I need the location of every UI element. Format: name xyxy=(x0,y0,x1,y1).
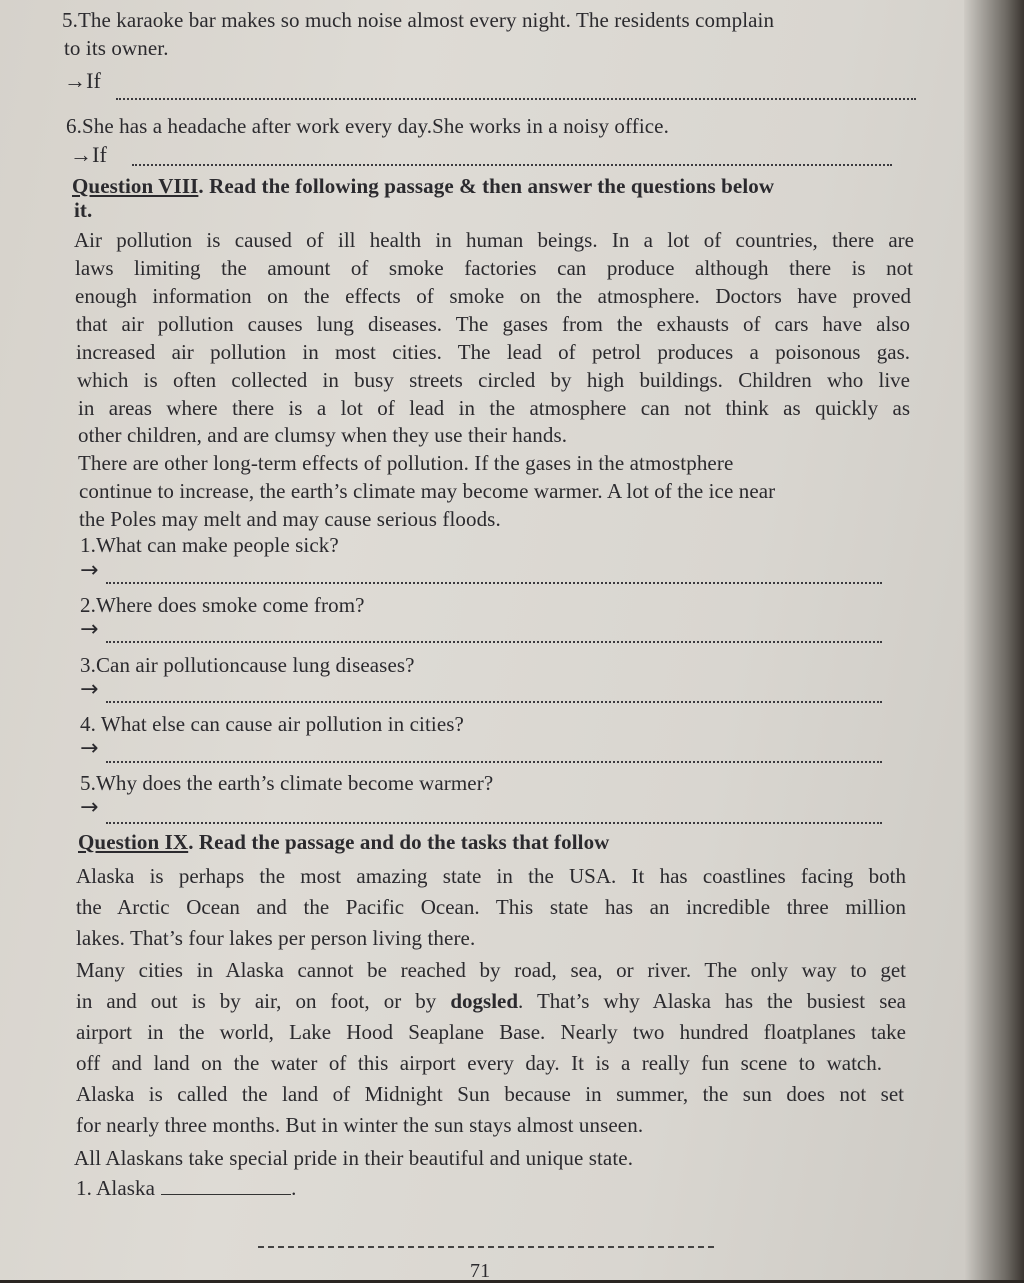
q9-task-1 xyxy=(76,1176,296,1201)
q8-question-1: 1.What can make people sick? xyxy=(80,533,339,557)
q9-heading xyxy=(78,830,609,855)
q8-answer-line-1[interactable] xyxy=(106,582,882,584)
q5-answer-line[interactable] xyxy=(116,98,916,100)
answer-arrow-icon: → xyxy=(80,558,99,583)
q8-passage-line: which is often collected in busy streets circled by high buildings. Children who live xyxy=(77,368,910,392)
q5-line2: to its owner. xyxy=(64,36,169,60)
q8-heading-rest: . Read the following passage & then answer the questions below xyxy=(198,174,775,198)
q5-if-prompt: →If xyxy=(64,68,101,93)
q8-passage-line: There are other long-term effects of pollution. If the gases in the atmostphere xyxy=(78,451,734,475)
q8-question-4: 4. What else can cause air pollution in cities? xyxy=(80,712,464,736)
q9-label: Question IX xyxy=(78,830,189,854)
q9-heading-rest: . Read the passage and do the tasks that follow xyxy=(188,830,610,854)
q8-passage-line: that air pollution causes lung diseases. The gases from the exhausts of cars have also xyxy=(76,312,910,336)
q8-passage-line: laws limiting the amount of smoke factories can produce although there is not xyxy=(75,256,913,280)
q8-passage-line: Air pollution is caused of ill health in human beings. In a lot of countries, there are xyxy=(74,228,914,252)
q8-passage-line: continue to increase, the earth’s climate may become warmer. A lot of the ice near xyxy=(79,479,776,503)
q8-passage-line: enough information on the effects of smoke on the atmosphere. Doctors have proved xyxy=(75,284,911,308)
q9-passage-line: Alaska is called the land of Midnight Sun because in summer, the sun does not set xyxy=(76,1082,904,1106)
q9-passage-line: lakes. That’s four lakes per person living there. xyxy=(76,926,476,950)
q9-passage-line: Many cities in Alaska cannot be reached by road, sea, or river. The only way to get xyxy=(76,958,906,982)
page-edge-shadow xyxy=(964,0,1024,1280)
footer-divider xyxy=(258,1246,714,1248)
answer-arrow-icon: → xyxy=(80,617,99,642)
q9-task-1-label: 1. Alaska xyxy=(76,1176,156,1200)
q8-question-3: 3.Can air pollutioncause lung diseases? xyxy=(80,653,415,677)
q8-passage-line: other children, and are clumsy when they use their hands. xyxy=(78,423,568,447)
q6-answer-line[interactable] xyxy=(132,164,892,166)
q9-passage-line: off and land on the water of this airport every day. It is a really fun scene to watch. xyxy=(76,1051,882,1075)
q8-question-5: 5.Why does the earth’s climate become warmer? xyxy=(80,771,494,795)
q9-passage-line: airport in the world, Lake Hood Seaplane Base. Nearly two hundred floatplanes take xyxy=(76,1020,906,1044)
q9-task-1-end: . xyxy=(291,1176,297,1200)
page-number: 71 xyxy=(470,1260,491,1282)
q8-answer-line-3[interactable] xyxy=(106,701,882,703)
q8-heading-line2: it. xyxy=(74,198,93,222)
q9-passage-line: for nearly three months. But in winter the sun stays almost unseen. xyxy=(76,1113,644,1137)
q9-passage-line: the Arctic Ocean and the Pacific Ocean. This state has an incredible three million xyxy=(76,895,906,919)
q6-if-prompt: →If xyxy=(70,142,107,167)
q6-line1: 6.She has a headache after work every day.She works in a noisy office. xyxy=(66,114,669,138)
q9-passage-line: in and out is by air, on foot, or by dogsled. That’s why Alaska has the busiest sea xyxy=(76,989,907,1013)
q8-label: Question VIII xyxy=(72,174,199,198)
q9-task-1-blank[interactable] xyxy=(161,1194,291,1195)
bold-word-dogsled: dogsled xyxy=(450,989,519,1013)
q9-passage-line: All Alaskans take special pride in their beautiful and unique state. xyxy=(74,1146,634,1170)
q9-passage-line: Alaska is perhaps the most amazing state in the USA. It has coastlines facing both xyxy=(76,864,906,888)
q8-question-2: 2.Where does smoke come from? xyxy=(80,593,365,617)
q8-heading xyxy=(72,174,916,199)
answer-arrow-icon: → xyxy=(80,677,99,702)
q8-answer-line-5[interactable] xyxy=(106,822,882,824)
q8-passage-line: increased air pollution in most cities. The lead of petrol produces a poisonous gas. xyxy=(76,340,910,364)
q8-passage-line: in areas where there is a lot of lead in the atmosphere can not think as quickly as xyxy=(78,396,910,420)
q8-passage-line: the Poles may melt and may cause serious floods. xyxy=(79,507,501,531)
q8-answer-line-2[interactable] xyxy=(106,641,882,643)
answer-arrow-icon: → xyxy=(80,795,99,820)
q5-line1: 5.The karaoke bar makes so much noise almost every night. The residents complain xyxy=(62,8,775,32)
answer-arrow-icon: → xyxy=(80,736,99,761)
q8-answer-line-4[interactable] xyxy=(106,761,882,763)
